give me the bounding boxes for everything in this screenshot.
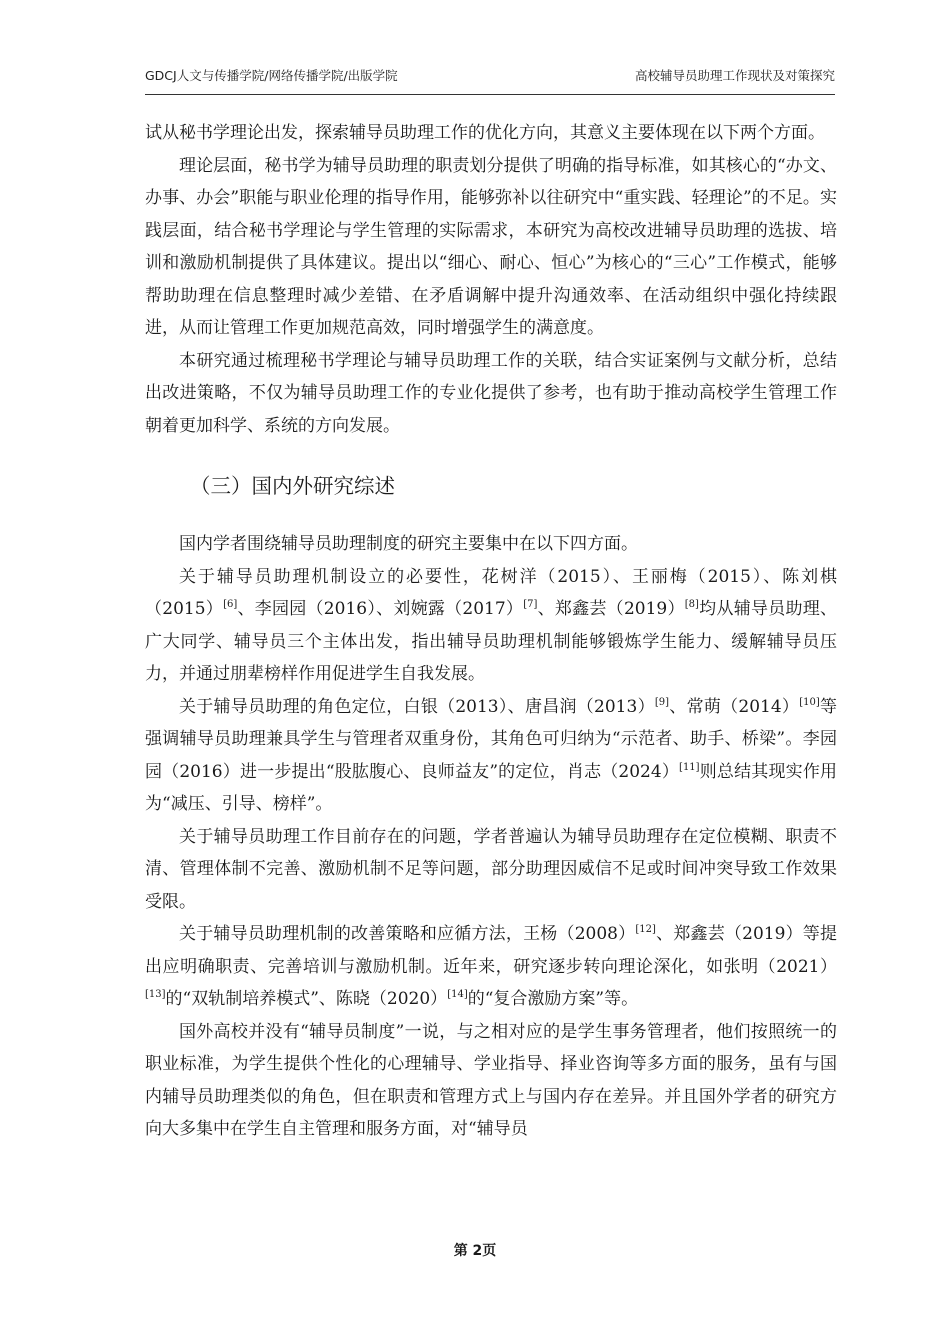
paragraph-role	[145, 691, 837, 821]
paragraph-significance: 理论层面，秘书学为辅导员助理的职责划分提供了明确的指导标准，如其核心的“办文、办事、办会”职能与职业伦理的指导作用，能够弥补以往研究中“重实践、轻理论”的不足。实践层面，结合秘书学理论与学生管理的实际需求，本研究为高校改进辅导员助理的选拔、培训和激励机制提供了具体建议。提出以“细心、耐心、恒心”为核心的“三心”工作模式，能够帮助助理在信息整理时减少差错、在矛盾调解中提升沟通效率、在活动组织中强化持续跟进，从而让管理工作更加规范高效，同时增强学生的满意度。	[145, 155, 837, 338]
paragraph-improvement	[145, 918, 837, 1016]
paragraph-summary: 本研究通过梳理秘书学理论与辅导员助理工作的关联，结合实证案例与文献分析，总结出改进策略，不仅为辅导员助理工作的专业化提供了参考，也有助于推动高校学生管理工作朝着更加科学、系统的方向发展。	[145, 350, 837, 436]
text-segment: 均从辅导员助理、广大同学、辅导员三个主体出发，指出辅导员助理机制能够锻炼学生能力、缓解辅导员压力，并通过朋辈榜样作用促进学生自我发展。	[145, 599, 838, 684]
text-segment: 关于辅导员助理机制设立的必要性，花树洋（2015）、王丽梅（2015）、陈刘棋（2015）	[145, 566, 837, 619]
text-segment: 则总结其现实作用为“减压、引导、榜样”。	[145, 761, 837, 814]
citation-ref: [11]	[679, 761, 700, 773]
page-number: 第 2页	[453, 1243, 497, 1259]
citation-ref: [14]	[447, 989, 468, 1000]
citation-ref: [7]	[523, 599, 538, 610]
text-segment: 关于辅导员助理的角色定位，白银（2013）、唐昌润（2013）	[179, 696, 655, 717]
section-heading: （三）国内外研究综述	[190, 474, 395, 498]
paragraph-problems: 关于辅导员助理工作目前存在的问题，学者普遍认为辅导员助理存在定位模糊、职责不清、管理体制不完善、激励机制不足等问题，部分助理因威信不足或时间冲突导致工作效果受限。	[145, 826, 837, 912]
text-segment: 、郑鑫芸（2019）	[537, 599, 685, 619]
text-segment: 的“复合激励方案”等。	[467, 989, 639, 1009]
text-segment: 、郑鑫芸（2019）等提出应明确职责、完善培训与激励机制。近年来，研究逐步转向理论深化，如张明（2021）	[145, 924, 838, 977]
text-segment: 、李园园（2016）、刘婉露（2017）	[237, 599, 524, 619]
text-segment: 关于辅导员助理机制的改善策略和应循方法，王杨（2008）	[179, 924, 636, 944]
citation-ref: [8]	[684, 599, 699, 610]
paragraph-continuation: 试从秘书学理论出发，探索辅导员助理工作的优化方向，其意义主要体现在以下两个方面。	[145, 123, 825, 143]
header-institution: GDCJ人文与传播学院/网络传播学院/出版学院	[145, 68, 398, 83]
document-body	[145, 117, 837, 1146]
citation-ref: [12]	[635, 924, 656, 935]
citation-ref: [6]	[223, 599, 238, 610]
text-segment: 、常萌（2014）	[669, 696, 800, 717]
paragraph-intro: 国内学者围绕辅导员助理制度的研究主要集中在以下四方面。	[179, 534, 638, 554]
citation-ref: [10]	[799, 696, 820, 708]
paragraph-necessity	[145, 561, 837, 691]
text-segment: 的“双轨制培养模式”、陈晓（2020）	[165, 989, 448, 1009]
citation-ref: [13]	[145, 989, 166, 1000]
paragraph-foreign: 国外高校并没有“辅导员制度”一说，与之相对应的是学生事务管理者，他们按照统一的职业标准，为学生提供个性化的心理辅导、学业指导、择业咨询等多方面的服务，虽有与国内辅导员助理类似的角色，但在职责和管理方式上与国内存在差异。并且国外学者的研究方向大多集中在学生自主管理和服务方面，对“辅导员	[145, 1021, 837, 1139]
page-header	[145, 66, 835, 88]
header-thesis-title: 高校辅导员助理工作现状及对策探究	[634, 68, 835, 83]
citation-ref: [9]	[654, 696, 670, 708]
header-divider	[145, 94, 835, 95]
text-segment: 等强调辅导员助理兼具学生与管理者双重身份，其角色可归纳为“示范者、助手、桥梁”。李园园（2016）进一步提出“股肱腹心、良师益友”的定位，肖志（2024）	[145, 696, 838, 782]
